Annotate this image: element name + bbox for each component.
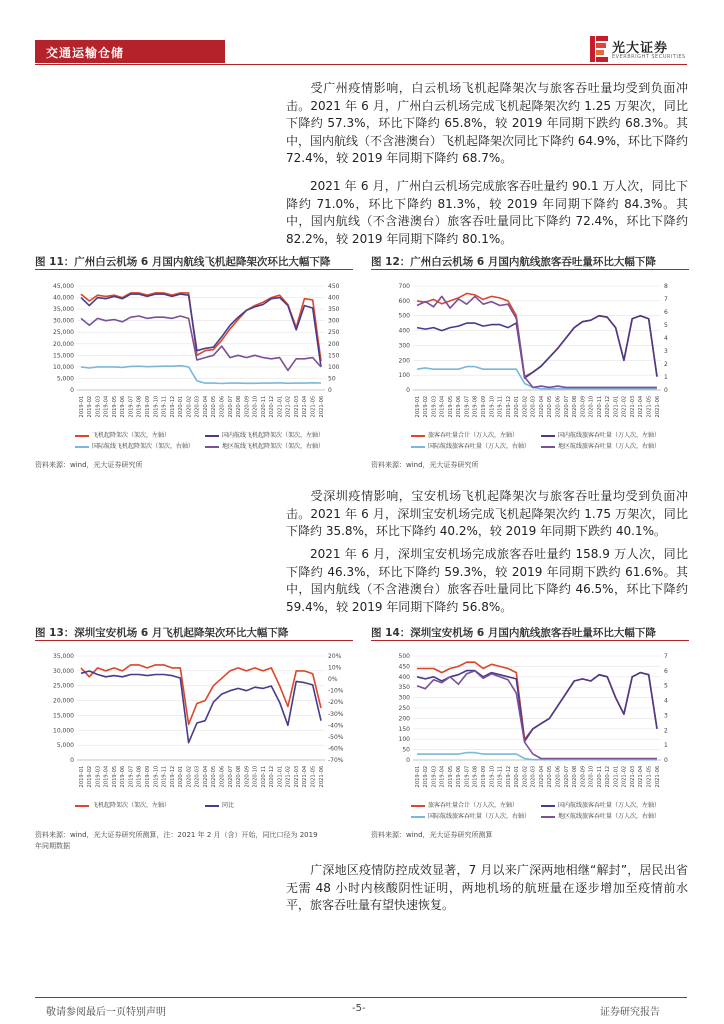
legend-swatch (411, 805, 425, 807)
y-left-tick-label: 0 (406, 387, 410, 394)
x-tick-label: 2020-01 (514, 395, 521, 418)
paragraph-outlook: 广深地区疫情防控成效显著，7 月以来广深两地相继“解封”，居民出省无需 48 小时内核酸阴性证明，两地机场的航班量在逐步增加至疫情前水平，旅客吞吐量有望快速恢复。 (286, 863, 688, 913)
x-tick-label: 2019-07 (464, 395, 471, 418)
series-line (81, 316, 321, 370)
x-tick-label: 2020-11 (596, 765, 603, 788)
y-left-tick-label: 450 (398, 663, 410, 671)
series-line (417, 671, 657, 742)
chart-sz-flights (35, 650, 353, 826)
figure-source: 资料来源：wind，光大证券研究所测算 (371, 831, 493, 839)
legend-swatch (75, 446, 89, 448)
series-line (81, 294, 321, 367)
x-tick-label: 2019-01 (414, 395, 421, 418)
x-tick-label: 2019-10 (153, 395, 160, 418)
legend-swatch (541, 435, 555, 437)
x-tick-label: 2019-11 (497, 765, 504, 788)
y-right-tick-label: -40% (328, 722, 344, 730)
x-tick-label: 2020-02 (522, 395, 529, 418)
source-line-2: 年同期数据 (35, 842, 70, 850)
y-left-tick-label: 100 (398, 372, 410, 380)
legend-label: 国内航线旅客吞吐量（万人次，左轴） (558, 432, 661, 439)
legend-swatch (205, 446, 219, 448)
x-tick-label: 2019-09 (481, 765, 488, 788)
x-tick-label: 2021-05 (646, 765, 653, 788)
paragraph-guangzhou-passengers: 2021 年 6 月，广州白云机场完成旅客吞吐量约 90.1 万人次，同比下降约 71.0%，环比下降约 81.3%，较 2019 年同期下降约 84.3%。其中，国内航线（不含港澳台）旅客吞吐量同比下降约 72.4%，环比下降约 82.2%，较 2019 年同期下降约 80.1%。 (286, 179, 688, 246)
x-tick-label: 2019-04 (439, 395, 446, 418)
x-tick-label: 2021-01 (277, 395, 284, 418)
x-tick-label: 2019-04 (103, 765, 110, 788)
x-tick-label: 2020-06 (555, 395, 562, 418)
everbright-logo-icon (590, 36, 608, 62)
x-tick-label: 2019-05 (447, 765, 454, 788)
x-tick-label: 2020-12 (269, 395, 276, 418)
x-tick-label: 2020-03 (194, 395, 201, 418)
series-line (417, 671, 657, 759)
legend-label: 国内航线飞机起降架次（架次，左轴） (222, 432, 325, 439)
x-tick-label: 2020-10 (588, 395, 595, 418)
y-left-tick-label: 45,000 (53, 283, 74, 290)
x-tick-label: 2020-06 (219, 765, 226, 788)
x-tick-label: 2021-02 (285, 395, 292, 418)
x-tick-label: 2020-05 (211, 395, 218, 418)
x-tick-label: 2020-06 (555, 765, 562, 788)
logo-english: EVERBRIGHT SECURITIES (612, 54, 686, 60)
x-tick-label: 2019-02 (87, 765, 94, 788)
x-tick-label: 2020-04 (538, 765, 545, 788)
y-right-tick-label: -70% (328, 757, 344, 764)
x-tick-label: 2020-04 (202, 765, 209, 788)
x-tick-label: 2021-02 (285, 765, 292, 788)
x-tick-label: 2020-03 (530, 395, 537, 418)
y-left-tick-label: 20,000 (53, 697, 74, 705)
legend-item (411, 430, 518, 439)
legend-item (205, 430, 324, 439)
legend-item (541, 811, 660, 820)
x-tick-label: 2020-02 (522, 765, 529, 788)
chart-gz-passengers (371, 280, 689, 456)
y-left-tick-label: 0 (70, 387, 74, 394)
x-tick-label: 2020-03 (194, 765, 201, 788)
report-type: 证券研究报告 (600, 1007, 660, 1018)
y-left-tick-label: 5,000 (56, 742, 74, 750)
x-tick-label: 2020-01 (178, 765, 185, 788)
y-right-tick-label: 3 (664, 348, 668, 355)
y-left-tick-label: 20,000 (53, 340, 74, 348)
y-right-tick-label: 6 (664, 309, 668, 316)
x-tick-label: 2019-03 (431, 395, 438, 418)
x-tick-label: 2020-07 (563, 765, 570, 788)
x-tick-label: 2019-03 (95, 765, 102, 788)
y-right-tick-label: 200 (328, 340, 340, 348)
legend-label: 旅客吞吐量合计（万人次，左轴） (428, 432, 519, 439)
x-tick-label: 2020-10 (252, 765, 259, 788)
y-right-tick-label: -60% (328, 745, 344, 753)
x-tick-label: 2020-10 (252, 395, 259, 418)
x-tick-label: 2020-01 (514, 765, 521, 788)
y-right-tick-label: 350 (328, 306, 340, 314)
y-left-tick-label: 25,000 (53, 329, 74, 337)
y-right-tick-label: 300 (328, 317, 340, 325)
x-tick-label: 2019-07 (464, 765, 471, 788)
y-left-tick-label: 350 (398, 684, 410, 692)
x-tick-label: 2020-02 (186, 765, 193, 788)
y-right-tick-label: 1 (664, 742, 668, 750)
y-right-tick-label: 0 (328, 387, 332, 394)
section-title: 交通运输仓储 (46, 46, 125, 60)
legend-swatch (411, 816, 425, 818)
x-tick-label: 2021-05 (646, 395, 653, 418)
legend-swatch (411, 446, 425, 448)
legend-label: 飞机起降架次（架次，左轴） (92, 802, 171, 809)
y-left-tick-label: 0 (70, 757, 74, 764)
y-right-tick-label: 400 (328, 294, 340, 302)
y-right-tick-label: 250 (328, 329, 340, 337)
x-tick-label: 2021-02 (621, 765, 628, 788)
x-tick-label: 2020-11 (260, 765, 267, 788)
legend-label: 国际航线旅客吞吐量（万人次，右轴） (428, 443, 531, 450)
legend-swatch (541, 805, 555, 807)
x-tick-label: 2020-04 (538, 395, 545, 418)
legend-item (411, 441, 530, 450)
legend-swatch (411, 435, 425, 437)
x-tick-label: 2019-06 (456, 395, 463, 418)
y-left-tick-label: 10,000 (53, 363, 74, 371)
x-tick-label: 2020-10 (588, 765, 595, 788)
y-right-tick-label: 4 (664, 335, 668, 342)
x-tick-label: 2019-02 (87, 395, 94, 418)
x-tick-label: 2019-03 (431, 765, 438, 788)
y-right-tick-label: 20% (328, 653, 342, 660)
y-left-tick-label: 400 (398, 673, 410, 681)
x-tick-label: 2021-05 (310, 395, 317, 418)
x-tick-label: 2020-04 (202, 395, 209, 418)
y-left-tick-label: 600 (398, 297, 410, 305)
figure-title: 图 12：广州白云机场 6 月国内航线旅客吞吐量环比大幅下降 (371, 254, 689, 270)
y-right-tick-label: 6 (664, 667, 668, 675)
x-tick-label: 2019-05 (111, 765, 118, 788)
brand-logo (590, 36, 700, 66)
x-tick-label: 2020-05 (211, 765, 218, 788)
y-left-tick-label: 5,000 (56, 375, 74, 383)
legend-label: 旅客吞吐量合计（万人次，左轴） (428, 802, 519, 809)
legend-label: 同比 (222, 802, 235, 809)
y-right-tick-label: -10% (328, 687, 344, 695)
legend-item (411, 811, 530, 820)
series-line (81, 366, 321, 384)
x-tick-label: 2021-03 (293, 765, 300, 788)
y-right-tick-label: 0 (664, 387, 668, 394)
x-tick-label: 2019-12 (505, 765, 512, 788)
x-tick-label: 2020-08 (572, 765, 579, 788)
y-right-tick-label: 4 (664, 697, 668, 705)
legend-item (541, 430, 660, 439)
legend-swatch (541, 446, 555, 448)
x-tick-label: 2020-11 (260, 395, 267, 418)
x-tick-label: 2020-08 (572, 395, 579, 418)
x-tick-label: 2019-08 (136, 765, 143, 788)
x-tick-label: 2019-05 (447, 395, 454, 418)
paragraph-shenzhen-flights: 受深圳疫情影响，宝安机场飞机起降架次与旅客吞吐量均受到负面冲击。2021 年 6 月，深圳宝安机场完成飞机起降架次约 1.75 万架次，同比下降约 35.8%，环比下降约 40.2%，较 2019 年同期下跌约 40.1%。 (286, 489, 688, 539)
figure-source (35, 830, 318, 852)
legend-label: 飞机起降架次（架次，左轴） (92, 432, 171, 439)
y-left-tick-label: 150 (398, 725, 410, 733)
y-right-tick-label: 3 (664, 712, 668, 720)
y-right-tick-label: 2 (664, 727, 668, 735)
x-tick-label: 2020-08 (236, 395, 243, 418)
chart-sz-passengers (371, 650, 689, 826)
x-tick-label: 2021-03 (629, 395, 636, 418)
chart-legend (371, 800, 689, 824)
y-right-tick-label: 150 (328, 352, 340, 360)
page-number: -5- (352, 1003, 366, 1014)
source-line-1: 资料来源：wind，光大证券研究所测算，注：2021 年 2 月（含）开始，同比口径为 2019 (35, 831, 318, 839)
figure-title: 图 14：深圳宝安机场 6 月国内航线旅客吞吐量环比大幅下降 (371, 625, 689, 641)
y-left-tick-label: 40,000 (53, 294, 74, 302)
y-left-tick-label: 300 (398, 694, 410, 702)
x-tick-label: 2021-06 (318, 395, 325, 418)
x-tick-label: 2019-12 (505, 395, 512, 418)
legend-label: 地区航线旅客吞吐量（万人次，右轴） (558, 443, 661, 450)
figure-source: 资料来源：wind，光大证券研究所 (35, 461, 143, 469)
chart-legend (35, 430, 353, 454)
y-left-tick-label: 400 (398, 327, 410, 335)
y-right-tick-label: 7 (664, 653, 668, 660)
y-left-tick-label: 30,000 (53, 667, 74, 675)
x-tick-label: 2019-02 (423, 765, 430, 788)
x-tick-label: 2019-04 (439, 765, 446, 788)
series-line (417, 662, 657, 739)
x-tick-label: 2019-09 (145, 395, 152, 418)
x-tick-label: 2020-12 (269, 765, 276, 788)
x-tick-label: 2019-03 (95, 395, 102, 418)
y-right-tick-label: 2 (664, 361, 668, 368)
chart-gz-flights (35, 280, 353, 456)
figure-title: 图 11：广州白云机场 6 月国内航线飞机起降架次环比大幅下降 (35, 254, 353, 270)
x-tick-label: 2019-08 (472, 765, 479, 788)
y-right-tick-label: 5 (664, 322, 668, 329)
y-left-tick-label: 200 (398, 715, 410, 723)
x-tick-label: 2019-07 (128, 765, 135, 788)
y-left-tick-label: 500 (398, 653, 410, 660)
x-tick-label: 2020-07 (563, 395, 570, 418)
x-tick-label: 2020-06 (219, 395, 226, 418)
x-tick-label: 2019-11 (161, 765, 168, 788)
x-tick-label: 2021-06 (654, 395, 661, 418)
y-left-tick-label: 200 (398, 357, 410, 365)
legend-swatch (205, 435, 219, 437)
x-tick-label: 2021-04 (302, 765, 309, 788)
y-right-tick-label: 5 (664, 682, 668, 690)
x-tick-label: 2020-07 (227, 765, 234, 788)
x-tick-label: 2019-09 (481, 395, 488, 418)
y-right-tick-label: 10% (328, 664, 342, 672)
y-left-tick-label: 500 (398, 312, 410, 320)
x-tick-label: 2020-09 (244, 395, 251, 418)
legend-item (541, 441, 660, 450)
x-tick-label: 2020-12 (605, 765, 612, 788)
x-tick-label: 2020-09 (580, 765, 587, 788)
x-tick-label: 2021-04 (638, 395, 645, 418)
y-right-tick-label: -30% (328, 710, 344, 718)
x-tick-label: 2019-06 (456, 765, 463, 788)
x-tick-label: 2020-09 (580, 395, 587, 418)
x-tick-label: 2019-10 (489, 395, 496, 418)
y-right-tick-label: -20% (328, 699, 344, 707)
legend-label: 地区航线旅客吞吐量（万人次，右轴） (558, 813, 661, 820)
x-tick-label: 2021-02 (621, 395, 628, 418)
y-right-tick-label: -50% (328, 733, 344, 741)
legend-label: 国内航线旅客吞吐量（万人次，左轴） (558, 802, 661, 809)
x-tick-label: 2020-07 (227, 395, 234, 418)
legend-label: 国际航线旅客吞吐量（万人次，右轴） (428, 813, 531, 820)
y-right-tick-label: 50 (328, 375, 336, 383)
x-tick-label: 2020-08 (236, 765, 243, 788)
x-tick-label: 2020-01 (178, 395, 185, 418)
y-right-tick-label: 0 (664, 757, 668, 764)
x-tick-label: 2019-12 (169, 395, 176, 418)
legend-item (75, 430, 170, 439)
chart-legend (35, 800, 353, 824)
x-tick-label: 2021-05 (310, 765, 317, 788)
logo-name: 光大证券 (612, 41, 669, 56)
y-right-tick-label: 8 (664, 283, 668, 290)
legend-item (205, 441, 324, 450)
y-left-tick-label: 300 (398, 342, 410, 350)
paragraph-shenzhen-passengers: 2021 年 6 月，深圳宝安机场完成旅客吞吐量约 158.9 万人次，同比下降约 46.3%，环比下降约 59.3%，较 2019 年同期下跌约 61.6%。其中，国内航线（不含港澳台）旅客吞吐量同比下降约 46.5%，环比下降约 59.4%，较 2019 年同期下降约 56.8%。 (286, 547, 688, 614)
legend-item (411, 800, 518, 809)
x-tick-label: 2021-06 (654, 765, 661, 788)
x-tick-label: 2020-11 (596, 395, 603, 418)
x-tick-label: 2019-01 (78, 395, 85, 418)
y-left-tick-label: 10,000 (53, 727, 74, 735)
legend-swatch (541, 816, 555, 818)
series-line (417, 296, 657, 387)
legend-item (75, 800, 170, 809)
x-tick-label: 2020-09 (244, 765, 251, 788)
x-tick-label: 2019-02 (423, 395, 430, 418)
x-tick-label: 2020-12 (605, 395, 612, 418)
x-tick-label: 2019-11 (161, 395, 168, 418)
series-line (81, 671, 321, 743)
x-tick-label: 2020-05 (547, 765, 554, 788)
figure-title: 图 13：深圳宝安机场 6 月飞机起降架次环比大幅下降 (35, 625, 353, 641)
x-tick-label: 2020-05 (547, 395, 554, 418)
y-right-tick-label: 100 (328, 363, 340, 371)
legend-item (75, 441, 194, 450)
x-tick-label: 2021-01 (613, 395, 620, 418)
legend-swatch (205, 805, 219, 807)
x-tick-label: 2019-10 (153, 765, 160, 788)
x-tick-label: 2019-01 (414, 765, 421, 788)
footer-divider (35, 997, 687, 998)
y-left-tick-label: 0 (406, 757, 410, 764)
x-tick-label: 2020-02 (186, 395, 193, 418)
x-tick-label: 2019-10 (489, 765, 496, 788)
x-tick-label: 2021-03 (629, 765, 636, 788)
y-left-tick-label: 35,000 (53, 653, 74, 660)
x-tick-label: 2019-08 (136, 395, 143, 418)
legend-label: 国际航线飞机起降架次（架次，右轴） (92, 443, 195, 450)
y-left-tick-label: 15,000 (53, 352, 74, 360)
x-tick-label: 2019-06 (120, 765, 127, 788)
footer-disclaimer: 敬请参阅最后一页特别声明 (46, 1007, 166, 1018)
y-right-tick-label: 1 (664, 374, 668, 381)
legend-item (205, 800, 234, 809)
y-left-tick-label: 30,000 (53, 317, 74, 325)
paragraph-guangzhou-flights: 受广州疫情影响，白云机场飞机起降架次与旅客吞吐量均受到负面冲击。2021 年 6 月，广州白云机场完成飞机起降架次约 1.25 万架次，同比下降约 57.3%，环比下降约 65.8%，较 2019 年同期下跌约 68.3%。其中，国内航线（不含港澳台）飞机起降架次同比下降约 64.9%，环比下降约 72.4%，较 2019 年同期下降约 68.7%。 (286, 81, 688, 166)
y-left-tick-label: 700 (398, 283, 410, 290)
y-right-tick-label: 7 (664, 296, 668, 303)
x-tick-label: 2021-04 (302, 395, 309, 418)
y-left-tick-label: 25,000 (53, 682, 74, 690)
x-tick-label: 2019-08 (472, 395, 479, 418)
x-tick-label: 2019-11 (497, 395, 504, 418)
x-tick-label: 2021-03 (293, 395, 300, 418)
legend-item (541, 800, 660, 809)
y-left-tick-label: 50 (402, 746, 410, 754)
x-tick-label: 2019-12 (169, 765, 176, 788)
x-tick-label: 2019-04 (103, 395, 110, 418)
x-tick-label: 2021-01 (277, 765, 284, 788)
legend-label: 地区航线飞机起降架次（架次，右轴） (222, 443, 325, 450)
x-tick-label: 2019-05 (111, 395, 118, 418)
x-tick-label: 2021-04 (638, 765, 645, 788)
y-right-tick-label: 0% (328, 676, 338, 684)
x-tick-label: 2019-01 (78, 765, 85, 788)
legend-swatch (75, 435, 89, 437)
x-tick-label: 2021-06 (318, 765, 325, 788)
y-left-tick-label: 250 (398, 705, 410, 712)
y-left-tick-label: 100 (398, 736, 410, 744)
x-tick-label: 2021-01 (613, 765, 620, 788)
x-tick-label: 2019-06 (120, 395, 127, 418)
y-left-tick-label: 35,000 (53, 306, 74, 314)
figure-source: 资料来源：wind，光大证券研究所 (371, 461, 479, 469)
y-right-tick-label: 450 (328, 283, 340, 290)
y-left-tick-label: 15,000 (53, 712, 74, 720)
legend-swatch (75, 805, 89, 807)
chart-legend (371, 430, 689, 454)
x-tick-label: 2019-07 (128, 395, 135, 418)
x-tick-label: 2020-03 (530, 765, 537, 788)
x-tick-label: 2019-09 (145, 765, 152, 788)
